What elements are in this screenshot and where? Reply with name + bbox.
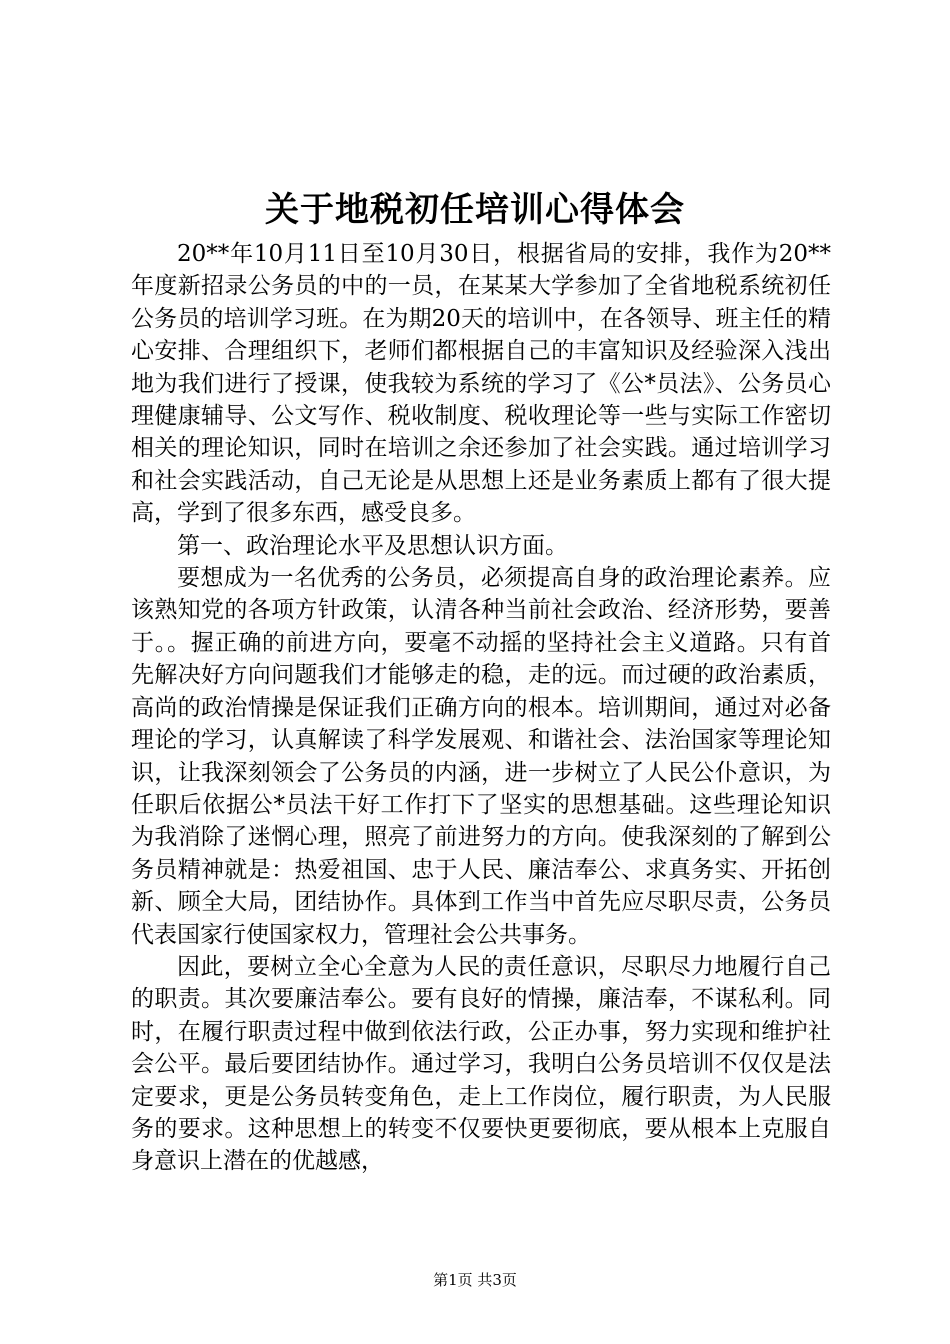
document-title: 关于地税初任培训心得体会 xyxy=(265,190,685,230)
paragraph-section-heading: 第一、政治理论水平及思想认识方面。 xyxy=(177,532,568,559)
page-footer: 第1页 共3页 xyxy=(433,1271,517,1289)
paragraph-responsibility: 因此，要树立全心全意为人民的责任意识，尽职尽力地履行自己的职责。其次要廉洁奉公。要有良好的情操，廉洁奉，不谋私利。同时，在履行职责过程中做到依法行政，公正办事，努力实现和维护社会公平。最后要团结协作。通过学习，我明白公务员培训不仅仅是法定要求，更是公务员转变角色，走上工作岗位，履行职责，为人民服务的要求。这种思想上的转变不仅要快更要彻底，要从根本上克服自身意识上潜在的优越感， xyxy=(131,953,831,1175)
paragraph-intro: 20**年10月11日至10月30日，根据省局的安排，我作为20**年度新招录公务员的中的一员，在某某大学参加了全省地税系统初任公务员的培训学习班。在为期20天的培训中，在各领导、班主任的精心安排、合理组织下，老师们都根据自己的丰富知识及经验深入浅出地为我们进行了授课，使我较为系统的学习了《公*员法》、公务员心理健康辅导、公文写作、税收制度、税收理论等一些与实际工作密切相关的理论知识，同时在培训之余还参加了社会实践。通过培训学习和社会实践活动，自己无论是从思想上还是业务素质上都有了很大提高，学到了很多东西，感受良多。 xyxy=(131,241,831,527)
document-body xyxy=(131,238,831,1178)
paragraph-political-theory: 要想成为一名优秀的公务员，必须提高自身的政治理论素养。应该熟知党的各项方针政策，认清各种当前社会政治、经济形势，要善于。。握正确的前进方向，要毫不动摇的坚持社会主义道路。只有首先解决好方向问题我们才能够走的稳，走的远。而过硬的政治素质，高尚的政治情操是保证我们正确方向的根本。培训期间，通过对必备理论的学习，认真解读了科学发展观、和谐社会、法治国家等理论知识，让我深刻领会了公务员的内涵，进一步树立了人民公仆意识，为任职后依据公*员法干好工作打下了坚实的思想基础。这些理论知识为我消除了迷惘心理，照亮了前进努力的方向。使我深刻的了解到公务员精神就是：热爱祖国、忠于人民、廉洁奉公、求真务实、开拓创新、顾全大局，团结协作。具体到工作当中首先应尽职尽责，公务员代表国家行使国家权力，管理社会公共事务。 xyxy=(131,565,831,948)
